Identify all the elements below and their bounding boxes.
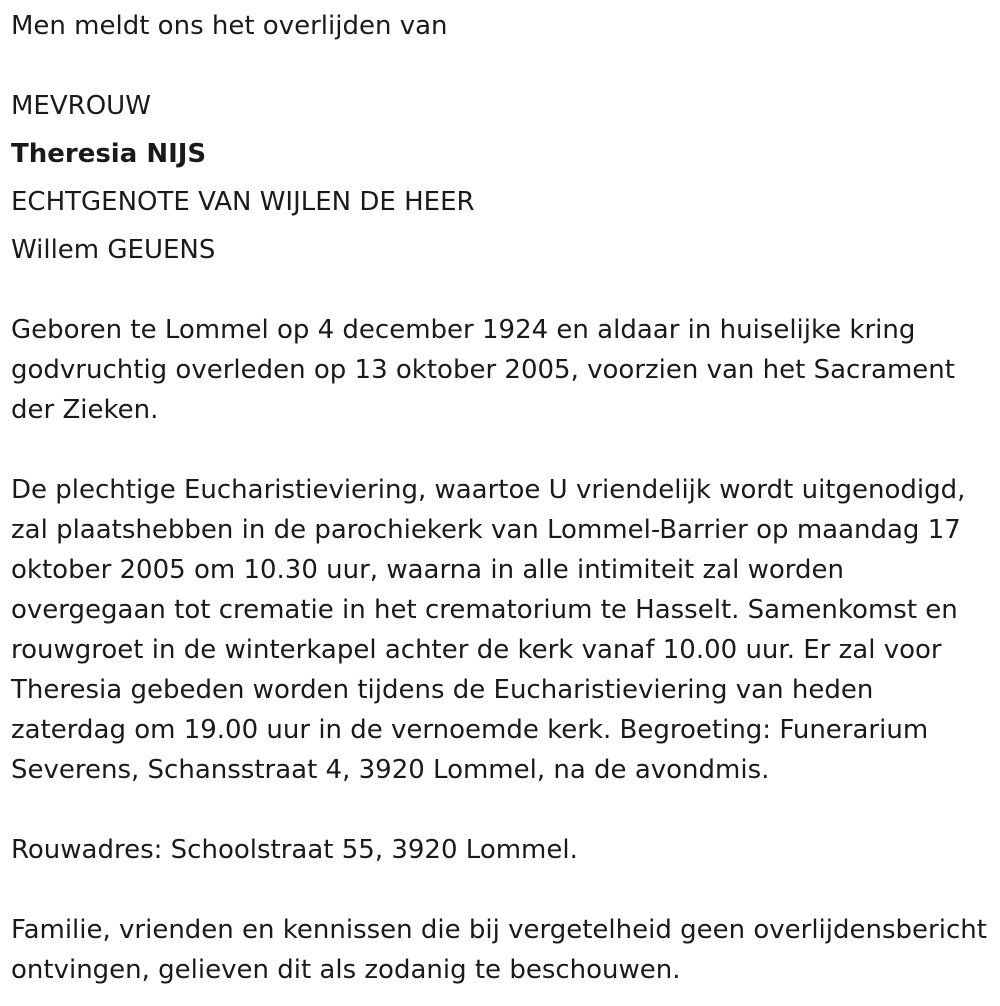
birth-death-paragraph: Geboren te Lommel op 4 december 1924 en aldaar in huiselijke kring godvruchtig overleden op 13 oktober 2005, voorzien van het Sacrament der Zieken. <box>11 315 955 425</box>
ceremony-paragraph: De plechtige Eucharistieviering, waartoe U vriendelijk wordt uitgenodigd, zal plaatshebben in de parochiekerk van Lommel-Barrier op maandag 17 oktober 2005 om 10.30 uur, waarna in alle intimiteit zal worden overgegaan tot crematie in het crematorium te Hasselt. Samenkomst en rouwgroet in de winterkapel achter de kerk vanaf 10.00 uur. Er zal voor Theresia gebeden worden tijdens de Eucharistieviering van heden zaterdag om 19.00 uur in de vernoemde kerk. Begroeting: Funerarium Severens, Schansstraat 4, 3920 Lommel, na de avondmis. <box>11 475 966 785</box>
deceased-name: Theresia NIJS <box>11 139 207 169</box>
closing-paragraph: Familie, vrienden en kennissen die bij vergetelheid geen overlijdensbericht ontvingen, gelieven dit als zodanig te beschouwen. <box>11 915 987 985</box>
spouse-name: Willem GEUENS <box>11 235 216 265</box>
intro-line: Men meldt ons het overlijden van <box>11 11 448 41</box>
title-line: MEVROUW <box>11 91 151 121</box>
spouse-label: ECHTGENOTE VAN WIJLEN DE HEER <box>11 187 475 217</box>
address-paragraph: Rouwadres: Schoolstraat 55, 3920 Lommel. <box>11 835 578 865</box>
